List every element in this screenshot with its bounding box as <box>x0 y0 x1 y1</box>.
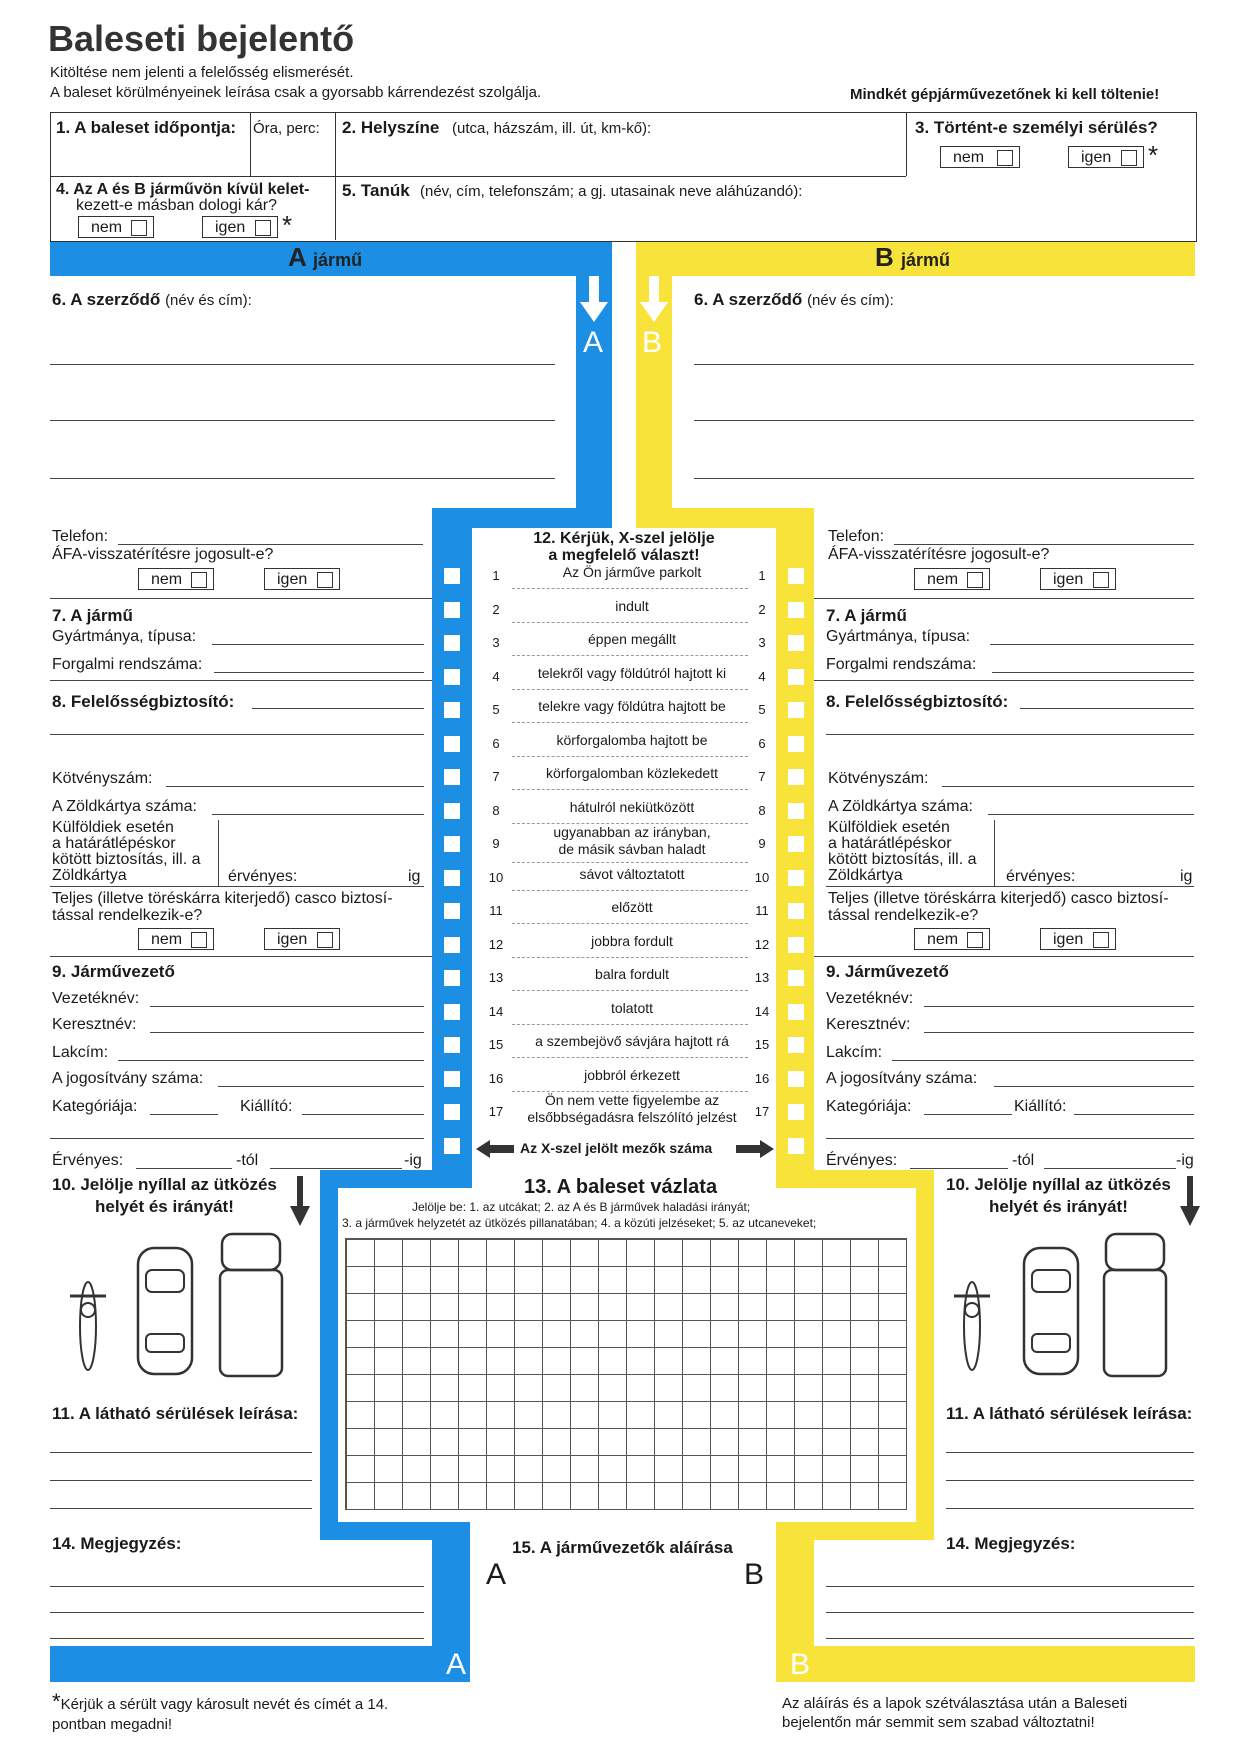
a-phone-label: Telefon: <box>52 528 109 545</box>
section-4-label: 4. Az A és B járművön kívül kelet- <box>56 181 310 198</box>
b-circumstance-checkbox-9[interactable] <box>788 836 804 852</box>
a-circumstance-checkbox-5[interactable] <box>444 702 460 718</box>
page-title: Baleseti bejelentő <box>48 18 355 59</box>
b-vat-no[interactable]: nem <box>914 568 990 590</box>
a-circumstance-checkbox-11[interactable] <box>444 903 460 919</box>
section-13-hint-1: Jelölje be: 1. az utcákat; 2. az A és B járművek haladási irányát; <box>412 1200 751 1214</box>
a-foreign: Külföldiek esetén a határátlépéskor kötött biztosítás, ill. a Zöldkártya <box>52 819 201 884</box>
section-13-hint-2: 3. a járművek helyzetét az ütközés pillanatában; 4. a közúti jelzéseket; 5. az utcaneveket; <box>342 1216 817 1230</box>
band-a-bottom <box>50 1646 470 1682</box>
signature-a-field[interactable] <box>476 1600 616 1680</box>
b-count-box[interactable] <box>788 1138 804 1154</box>
a-circumstance-checkbox-2[interactable] <box>444 602 460 618</box>
circumstance-text: körforgalomba hajtott be <box>556 732 708 748</box>
b-circumstance-number: 3 <box>758 635 766 650</box>
b-circumstance-checkbox-15[interactable] <box>788 1037 804 1053</box>
a-plate-label: Forgalmi rendszáma: <box>52 656 203 673</box>
a-vat-yes[interactable]: igen <box>264 568 340 590</box>
b-section-6: 6. A szerződő (név és cím): <box>694 290 894 309</box>
a-circumstance-checkbox-12[interactable] <box>444 937 460 953</box>
motorcycle-icon <box>952 1276 992 1376</box>
circumstance-text: tolatott <box>610 1000 654 1016</box>
circumstance-text: előzött <box>611 899 653 915</box>
b-plate-label: Forgalmi rendszáma: <box>826 656 977 673</box>
section-5-label: 5. Tanúk <box>342 181 410 200</box>
circumstance-text: körforgalomban közlekedett <box>546 765 718 781</box>
b-section-9: 9. Járművezető <box>826 962 949 981</box>
a-circumstance-number: 4 <box>492 669 500 684</box>
a-surname-label: Vezetéknév: <box>52 990 140 1007</box>
a-circumstance-checkbox-7[interactable] <box>444 769 460 785</box>
a-section-8: 8. Felelősségbiztosító: <box>52 692 235 711</box>
b-greencard-label: A Zöldkártya száma: <box>828 798 973 815</box>
vehicle-a-title: A jármű <box>288 242 363 272</box>
a-section-14: 14. Megjegyzés: <box>52 1534 182 1553</box>
b-circumstance-number: 12 <box>754 937 770 952</box>
b-vat-yes[interactable]: igen <box>1040 568 1116 590</box>
a-circumstance-checkbox-9[interactable] <box>444 836 460 852</box>
a-section-10: 10. Jelölje nyíllal az ütközés helyét és irányát! <box>52 1175 277 1216</box>
a-count-box[interactable] <box>444 1138 460 1154</box>
b-circumstance-checkbox-6[interactable] <box>788 736 804 752</box>
a-section-9: 9. Járművezető <box>52 962 175 981</box>
b-circumstance-checkbox-3[interactable] <box>788 635 804 651</box>
b-phone-label: Telefon: <box>828 528 885 545</box>
b-category-label: Kategóriája: <box>826 1098 912 1115</box>
circumstance-text: ugyanabban az irányban, <box>553 824 711 840</box>
a-address-label: Lakcím: <box>52 1044 109 1061</box>
circumstance-text: telekről vagy földútról hajtott ki <box>537 665 727 681</box>
a-circumstance-number: 3 <box>492 635 500 650</box>
a-circumstance-number: 17 <box>488 1104 504 1119</box>
b-circumstance-number: 5 <box>758 702 766 717</box>
b-circumstance-checkbox-14[interactable] <box>788 1004 804 1020</box>
b-ig-label: ig <box>1180 868 1193 885</box>
x-count-arrow <box>476 1138 774 1160</box>
section-1-label: 1. A baleset időpontja: <box>56 118 237 137</box>
a-casco: Teljes (illetve töréskárra kiterjedő) casco biztosí- tással rendelkezik-e? <box>52 890 393 924</box>
a-firstname-label: Keresztnév: <box>52 1016 137 1033</box>
b-casco-no[interactable]: nem <box>914 928 990 950</box>
b-tol: -tól <box>1012 1152 1035 1169</box>
band-a-letter-bottom: A <box>446 1648 467 1681</box>
b-valid-label: érvényes: <box>1006 868 1076 885</box>
b-surname-label: Vezetéknév: <box>826 990 914 1007</box>
a-circumstance-number: 8 <box>492 803 500 818</box>
a-circumstance-checkbox-6[interactable] <box>444 736 460 752</box>
b-license-label: A jogosítvány száma: <box>826 1070 978 1087</box>
b-address-label: Lakcím: <box>826 1044 883 1061</box>
a-issuer-label: Kiállító: <box>240 1098 293 1115</box>
band-b-bottom <box>776 1646 1195 1682</box>
b-circumstance-checkbox-13[interactable] <box>788 970 804 986</box>
a-circumstance-checkbox-3[interactable] <box>444 635 460 651</box>
b-circumstance-number: 13 <box>754 970 770 985</box>
b-circumstance-checkbox-4[interactable] <box>788 669 804 685</box>
a-circumstance-number: 11 <box>489 903 503 918</box>
asterisk: * <box>282 210 293 240</box>
car-icon <box>1020 1244 1082 1378</box>
a-circumstance-checkbox-4[interactable] <box>444 669 460 685</box>
section-2-label: 2. Helyszíne <box>342 118 440 137</box>
section-12-title: 12. Kérjük, X-szel jelölje a megfelelő választ! <box>533 530 715 564</box>
b-circumstance-number: 16 <box>754 1071 770 1086</box>
b-ig2: -ig <box>1176 1152 1194 1169</box>
circumstance-text: hátulról nekiütközött <box>569 799 695 815</box>
a-validity-label: Érvényes: <box>52 1152 124 1169</box>
a-casco-yes[interactable]: igen <box>264 928 340 950</box>
a-circumstance-number: 14 <box>488 1004 504 1019</box>
a-circumstance-checkbox-13[interactable] <box>444 970 460 986</box>
b-circumstance-checkbox-17[interactable] <box>788 1104 804 1120</box>
section-1-hint: Óra, perc: <box>253 120 320 137</box>
b-circumstance-checkbox-2[interactable] <box>788 602 804 618</box>
b-circumstance-checkbox-10[interactable] <box>788 870 804 886</box>
a-circumstance-checkbox-1[interactable] <box>444 568 460 584</box>
truck-icon <box>216 1230 286 1380</box>
band-b-letter-bottom: B <box>790 1648 811 1681</box>
b-make-label: Gyártmánya, típusa: <box>826 628 971 645</box>
car-icon <box>134 1244 196 1378</box>
b-circumstance-number: 14 <box>754 1004 770 1019</box>
circumstance-text: indult <box>615 598 649 614</box>
a-circumstance-number: 1 <box>492 568 500 583</box>
section-2-hint: (utca, házszám, ill. út, km-kő): <box>452 120 652 137</box>
b-policy-label: Kötvényszám: <box>828 770 929 787</box>
arrow-down-icon <box>290 1176 310 1226</box>
circumstance-text: de másik sávban haladt <box>558 841 706 857</box>
circumstance-text: Az Ön járműve parkolt <box>562 564 702 580</box>
b-casco: Teljes (illetve töréskárra kiterjedő) casco biztosí- tással rendelkezik-e? <box>828 890 1169 924</box>
a-valid-label: érvényes: <box>228 868 298 885</box>
section-15-title: 15. A járművezetők aláírása <box>512 1538 733 1557</box>
a-circumstance-number: 13 <box>488 970 504 985</box>
a-circumstance-checkbox-15[interactable] <box>444 1037 460 1053</box>
a-ig2: -ig <box>404 1152 422 1169</box>
injury-yes-checkbox[interactable]: igen <box>1068 146 1144 168</box>
b-circumstance-checkbox-16[interactable] <box>788 1071 804 1087</box>
b-circumstance-checkbox-7[interactable] <box>788 769 804 785</box>
section-13-title: 13. A baleset vázlata <box>524 1176 718 1198</box>
a-circumstance-checkbox-16[interactable] <box>444 1071 460 1087</box>
b-validity-label: Érvényes: <box>826 1152 898 1169</box>
a-circumstance-checkbox-17[interactable] <box>444 1104 460 1120</box>
injury-no-checkbox[interactable]: nem <box>940 146 1020 168</box>
b-section-8: 8. Felelősségbiztosító: <box>826 692 1009 711</box>
signature-b-label: B <box>744 1558 765 1591</box>
circumstance-text: sávot változtatott <box>579 866 685 882</box>
a-circumstance-checkbox-14[interactable] <box>444 1004 460 1020</box>
section-4-label-2: kezett-e másban dologi kár? <box>76 197 277 214</box>
a-tol: -tól <box>236 1152 259 1169</box>
a-circumstance-number: 6 <box>492 736 500 751</box>
a-ig-label: ig <box>408 868 421 885</box>
b-circumstance-number: 4 <box>758 669 766 684</box>
a-circumstance-checkbox-8[interactable] <box>444 803 460 819</box>
circumstance-text: balra fordult <box>595 966 669 982</box>
vehicle-b-title: B jármű <box>875 242 951 272</box>
circumstance-text: jobbról érkezett <box>584 1067 680 1083</box>
signature-b-field[interactable] <box>630 1600 770 1680</box>
a-section-7: 7. A jármű <box>52 606 133 625</box>
truck-icon <box>1100 1230 1170 1380</box>
circumstance-text: Ön nem vette figyelembe az <box>544 1092 720 1108</box>
b-circumstance-checkbox-1[interactable] <box>788 568 804 584</box>
a-section-11: 11. A látható sérülések leírása: <box>52 1404 299 1423</box>
b-firstname-label: Keresztnév: <box>826 1016 911 1033</box>
a-category-label: Kategóriája: <box>52 1098 138 1115</box>
b-section-10: 10. Jelölje nyíllal az ütközés helyét és irányát! <box>946 1175 1171 1216</box>
footer-right: Az aláírás és a lapok szétválasztása után a Baleseti bejelentőn már semmit sem szabad változtatni! <box>782 1695 1128 1731</box>
a-circumstance-number: 5 <box>492 702 500 717</box>
b-circumstance-number: 11 <box>755 903 769 918</box>
a-greencard-label: A Zöldkártya száma: <box>52 798 197 815</box>
section-5-hint: (név, cím, telefonszám; a gj. utasainak neve aláhúzandó): <box>420 183 803 200</box>
a-circumstance-checkbox-10[interactable] <box>444 870 460 886</box>
damage-yes-checkbox[interactable]: igen <box>202 216 278 238</box>
b-section-14: 14. Megjegyzés: <box>946 1534 1076 1553</box>
a-section-6: 6. A szerződő (név és cím): <box>52 290 252 309</box>
b-circumstance-number: 9 <box>758 836 766 851</box>
signature-a-label: A <box>486 1558 507 1591</box>
asterisk: * <box>1148 140 1159 170</box>
b-circumstance-checkbox-11[interactable] <box>788 903 804 919</box>
subtitle-2: A baleset körülményeinek leírása csak a gyorsabb kárrendezést szolgálja. <box>50 84 542 101</box>
section-3-label: 3. Történt-e személyi sérülés? <box>915 118 1158 137</box>
circumstance-text: jobbra fordult <box>591 933 673 949</box>
circumstance-text: a szembejövő sávjára hajtott rá <box>535 1033 729 1049</box>
b-circumstance-checkbox-8[interactable] <box>788 803 804 819</box>
a-circumstance-number: 10 <box>488 870 504 885</box>
b-circumstance-number: 8 <box>758 803 766 818</box>
arrow-down-icon <box>640 276 668 322</box>
b-circumstance-checkbox-12[interactable] <box>788 937 804 953</box>
b-circumstance-number: 15 <box>754 1037 770 1052</box>
a-circumstance-number: 2 <box>492 602 500 617</box>
a-vat-no[interactable]: nem <box>138 568 214 590</box>
both-drivers-note: Mindkét gépjárművezetőnek ki kell töltenie! <box>850 86 1160 103</box>
b-circumstance-number: 17 <box>754 1104 770 1119</box>
b-circumstance-number: 10 <box>754 870 770 885</box>
b-casco-yes[interactable]: igen <box>1040 928 1116 950</box>
b-circumstance-checkbox-5[interactable] <box>788 702 804 718</box>
a-circumstance-number: 7 <box>492 769 500 784</box>
b-circumstance-number: 6 <box>758 736 766 751</box>
band-b-letter: B <box>642 326 663 359</box>
motorcycle-icon <box>68 1276 108 1376</box>
b-issuer-label: Kiállító: <box>1014 1098 1067 1115</box>
b-foreign: Külföldiek esetén a határátlépéskor kötött biztosítás, ill. a Zöldkártya <box>828 819 977 884</box>
a-casco-no[interactable]: nem <box>138 928 214 950</box>
b-circumstance-number: 1 <box>758 568 766 583</box>
a-make-label: Gyártmánya, típusa: <box>52 628 197 645</box>
b-circumstance-number: 2 <box>758 602 766 617</box>
a-circumstance-number: 15 <box>488 1037 504 1052</box>
subtitle-1: Kitöltése nem jelenti a felelősség elismerését. <box>50 64 354 81</box>
a-circumstance-number: 16 <box>488 1071 504 1086</box>
sketch-grid[interactable] <box>345 1238 907 1510</box>
band-a-letter: A <box>583 326 604 359</box>
arrow-down-icon <box>580 276 608 322</box>
b-circumstance-number: 7 <box>758 769 766 784</box>
circumstance-text: éppen megállt <box>588 631 676 647</box>
b-section-7: 7. A jármű <box>826 606 907 625</box>
b-section-11: 11. A látható sérülések leírása: <box>946 1404 1193 1423</box>
arrow-down-icon <box>1180 1176 1200 1226</box>
a-license-label: A jogosítvány száma: <box>52 1070 204 1087</box>
damage-no-checkbox[interactable]: nem <box>78 216 154 238</box>
a-circumstance-number: 9 <box>492 836 500 851</box>
circumstance-text: telekre vagy földútra hajtott be <box>538 698 726 714</box>
a-vat-label: ÁFA-visszatérítésre jogosult-e? <box>52 546 274 563</box>
x-count-label: Az X-szel jelölt mezők száma <box>520 1140 713 1156</box>
circumstance-text: elsőbbségadásra felszólító jelzést <box>527 1109 737 1125</box>
a-circumstance-number: 12 <box>488 937 504 952</box>
b-vat-label: ÁFA-visszatérítésre jogosult-e? <box>828 546 1050 563</box>
a-policy-label: Kötvényszám: <box>52 770 153 787</box>
footer-left: *Kérjük a sérült vagy károsult nevét és címét a 14. pontban megadni! <box>52 1689 389 1733</box>
